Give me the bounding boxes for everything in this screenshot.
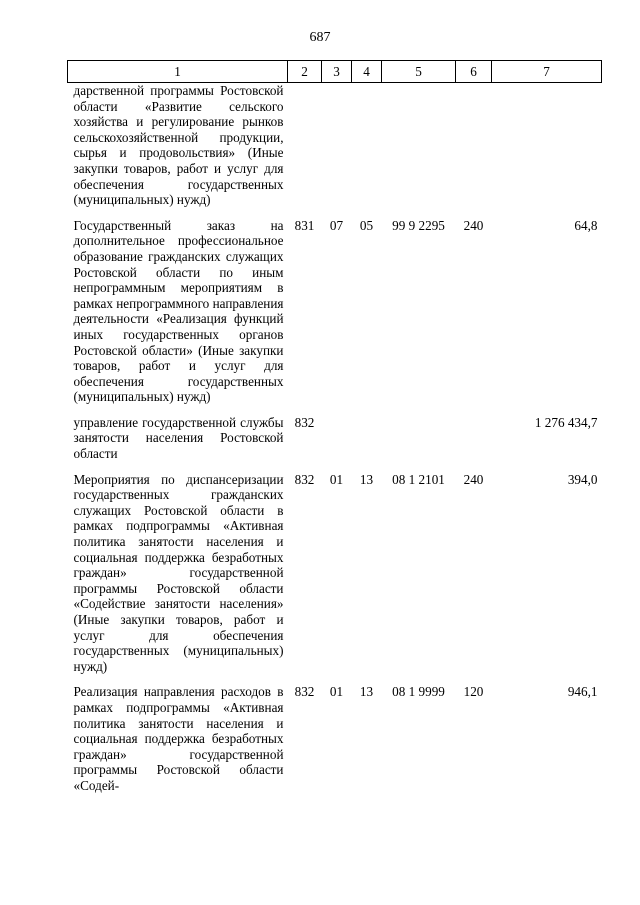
- header-col-4: 4: [352, 61, 382, 83]
- row-subsection: [352, 415, 382, 472]
- table-row: [68, 218, 602, 415]
- row-expense-type: [456, 415, 492, 472]
- row-description: управление государственной службы занятости населения Ростовской области: [73, 414, 284, 462]
- row-subsection: 13: [359, 684, 374, 700]
- row-section: [322, 415, 352, 472]
- row-section: 07: [329, 217, 344, 233]
- row-subsection: 13: [359, 471, 374, 487]
- header-col-7: 7: [492, 61, 602, 83]
- row-target-article: 99 9 2295: [392, 217, 445, 233]
- header-col-1: 1: [68, 61, 288, 83]
- row-section: 01: [329, 471, 344, 487]
- row-amount: 1 276 434,7: [534, 414, 598, 430]
- row-description: дарственной программы Ростовской области «Развитие сельского хозяйства и регулирование рынков сельскохозяйственной продукции, сырья и продовольствия» (Иные закупки товаров, работ и услуг для обеспечения государственных (муниципальных) нужд): [73, 83, 284, 208]
- table-row: [68, 472, 602, 685]
- row-ministry-code: 831: [294, 217, 315, 233]
- row-section: 01: [329, 684, 344, 700]
- row-ministry-code: 832: [294, 414, 315, 430]
- row-description: Мероприятия по диспансеризации государственных гражданских служащих Ростовской области в рамках подпрограммы «Активная политика занятости населения и социальная поддержка безработных граждан» государственной программы Ростовской области «Содействие занятости населения» (Иные закупки товаров, работ и услуг для обеспечения государственных (муниципальных) нужд): [73, 471, 284, 674]
- row-description: Государственный заказ на дополнительное профессиональное образование гражданских служащих Ростовской области по иным непрограммным мероприятиям в рамках непрограммного направления деятельности «Реализация функций иных государственных органов Ростовской области» (Иные закупки товаров, работ и услуг для обеспечения государственных (муниципальных) нужд): [73, 217, 284, 405]
- row-subsection: 05: [359, 217, 374, 233]
- table-row: [68, 83, 602, 218]
- row-subsection: [352, 83, 382, 218]
- row-ministry-code: 832: [294, 684, 315, 700]
- row-expense-type: 120: [463, 684, 484, 700]
- row-expense-type: 240: [463, 217, 484, 233]
- header-col-6: 6: [456, 61, 492, 83]
- row-expense-type: 240: [463, 471, 484, 487]
- row-target-article: 08 1 2101: [392, 471, 445, 487]
- row-amount: 946,1: [567, 684, 598, 700]
- header-col-3: 3: [322, 61, 352, 83]
- table-row: [68, 684, 602, 793]
- row-target-article: 08 1 9999: [392, 684, 445, 700]
- row-expense-type: [456, 83, 492, 218]
- row-amount: 394,0: [567, 471, 598, 487]
- row-description: Реализация направления расходов в рамках подпрограммы «Активная политика занятости населения и социальная поддержка безработных граждан» государственной программы Ростовской области «Содей-: [73, 684, 284, 793]
- row-section: [322, 83, 352, 218]
- budget-table: [67, 60, 602, 794]
- row-amount: 64,8: [574, 217, 598, 233]
- header-col-2: 2: [288, 61, 322, 83]
- row-amount: [492, 83, 602, 218]
- row-ministry-code: 832: [294, 471, 315, 487]
- row-ministry-code: [288, 83, 322, 218]
- row-target-article: [382, 415, 456, 472]
- table-header-row: [68, 61, 602, 83]
- header-col-5: 5: [382, 61, 456, 83]
- row-target-article: [382, 83, 456, 218]
- page-number: 687: [309, 30, 331, 45]
- table-row: [68, 415, 602, 472]
